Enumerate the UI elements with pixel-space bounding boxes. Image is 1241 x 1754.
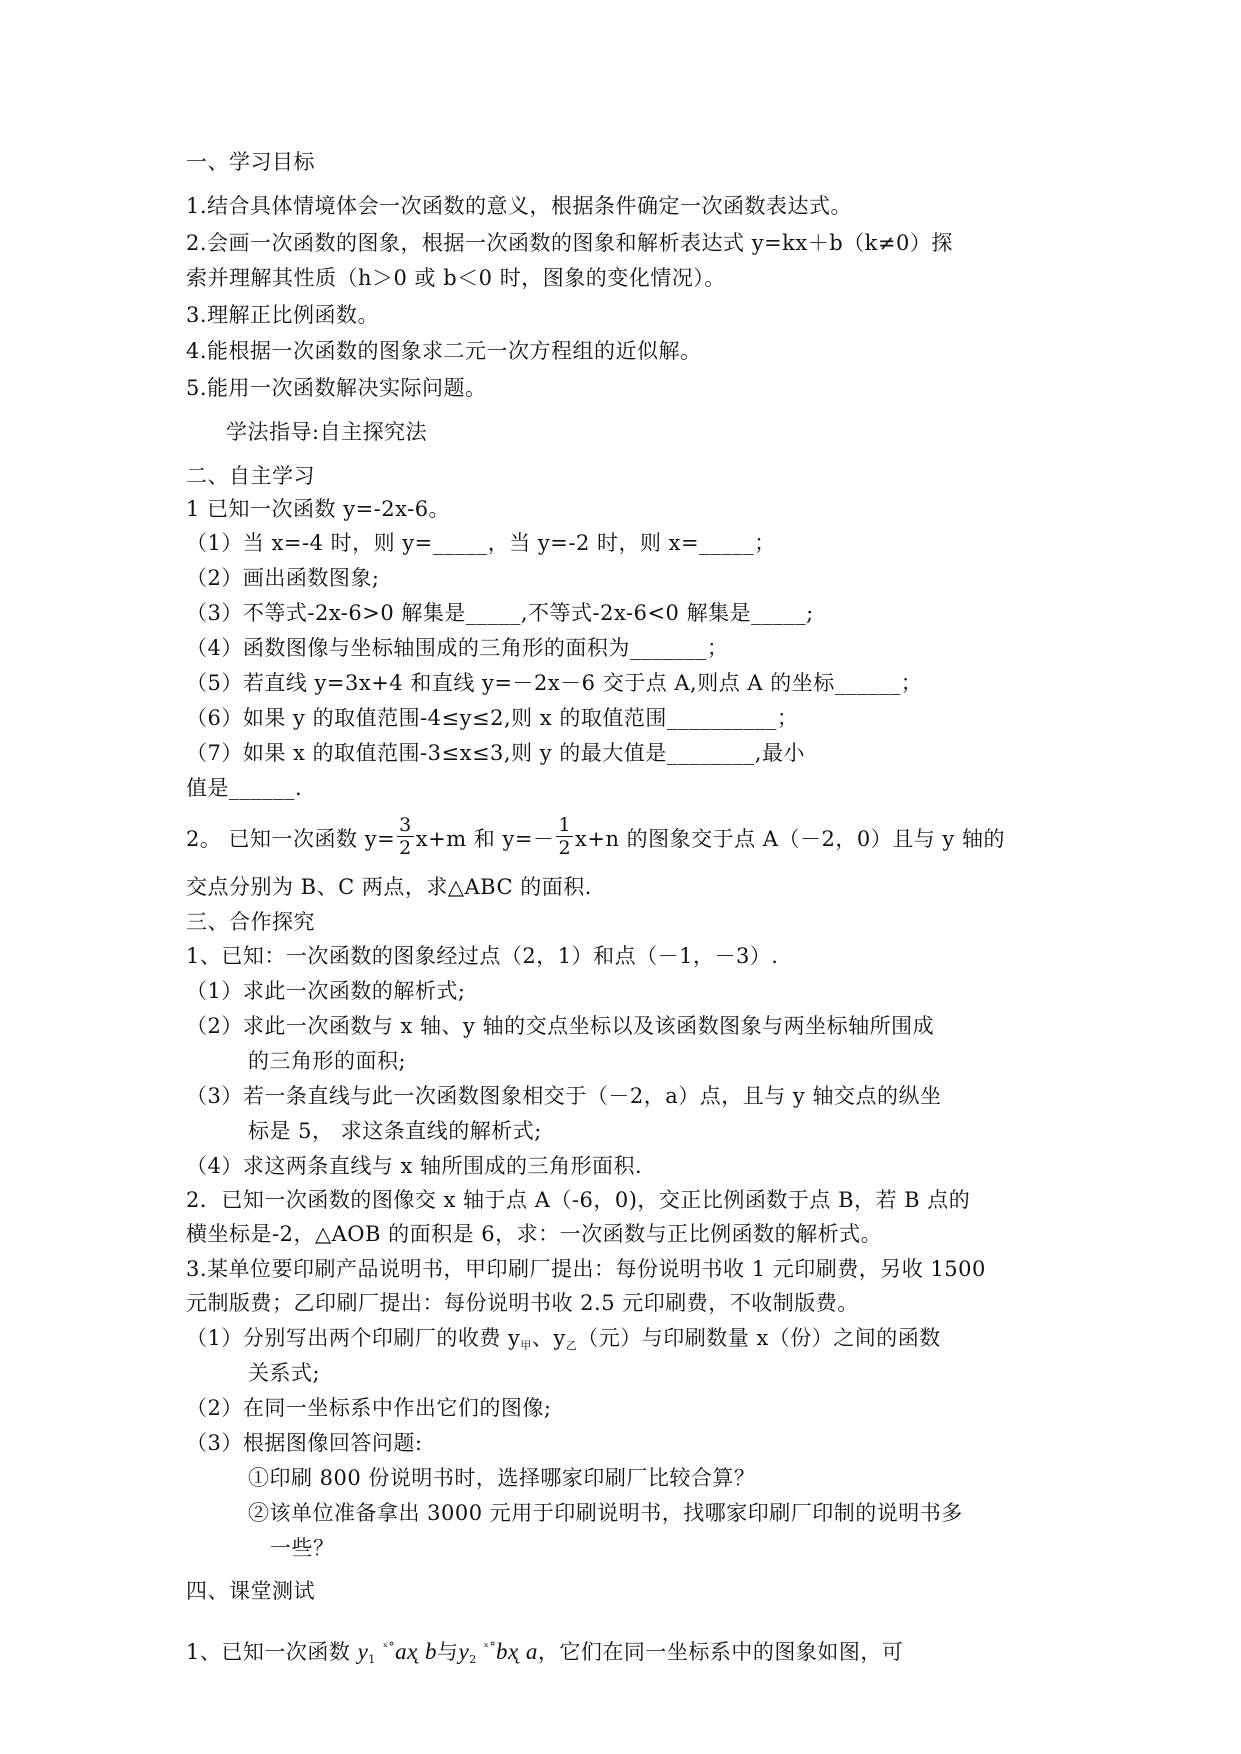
coop-p3-line-2: 元制版费；乙印刷厂提出：每份说明书收 2.5 元印刷费，不收制版费。 <box>186 1291 859 1315</box>
fraction-three-halves <box>397 814 414 859</box>
self-study-q1-6: （6）如果 y 的取值范围-4≤y≤2,则 x 的取值范围__________； <box>186 706 799 730</box>
self-study-q1-3: （3）不等式-2x-6>0 解集是_____,不等式-2x-6<0 解集是_____; <box>186 601 814 625</box>
fraction-one-half <box>556 814 573 859</box>
math-glyph-garbled: ˣ° <box>483 1640 496 1654</box>
self-study-q1-7-line-1: （7）如果 x 的取值范围-3≤x≤3,则 y 的最大值是________,最小 <box>186 741 805 765</box>
goal-2-line-1: 2.会画一次函数的图象，根据一次函数的图象和解析表达式 y=kx＋b（k≠0）探 <box>186 231 953 255</box>
goal-5: 5.能用一次函数解决实际问题。 <box>186 376 487 400</box>
self-study-q1-2: （2）画出函数图象; <box>186 566 380 590</box>
coop-p1-3-line-1: （3）若一条直线与此一次函数图象相交于（－2，a）点，且与 y 轴交点的纵坐 <box>186 1084 942 1108</box>
coop-p3-3-2-line-1: ②该单位准备拿出 3000 元用于印刷说明书，找哪家印刷厂印制的说明书多 <box>248 1501 963 1525</box>
test-q1-pre: 1、已知一次函数 <box>186 1640 351 1664</box>
study-method: 学法指导:自主探究法 <box>226 420 428 444</box>
math-glyph-garbled: ˣ° <box>382 1640 396 1654</box>
self-study-q2-line-1 <box>186 814 1005 863</box>
subscript-jia: 甲 <box>520 1339 532 1352</box>
self-study-q1: 1 已知一次函数 y=-2x-6。 <box>186 497 451 521</box>
math-b: b <box>424 1639 437 1664</box>
coop-p3-1-line-1 <box>186 1323 941 1361</box>
math-y1-subscript: 1 <box>368 1653 376 1666</box>
coop-p1-4: （4）求这两条直线与 x 轴所围成的三角形面积. <box>186 1154 643 1178</box>
coop-p2-line-1: 2．已知一次函数的图像交 x 轴于点 A（-6，0)，交正比例函数于点 B，若 B 点的 <box>186 1188 971 1212</box>
q2-text-pre: 2。 已知一次函数 y= <box>186 827 396 851</box>
math-ax: ax̨ <box>395 1639 418 1664</box>
coop-p1: 1、已知：一次函数的图象经过点（2，1）和点（－1，－3）. <box>186 944 779 968</box>
self-study-q2-line-2: 交点分别为 B、C 两点，求△ABC 的面积. <box>186 875 592 899</box>
fraction-numerator: 1 <box>558 814 572 836</box>
test-q1-post: ，它们在同一坐标系中的图象如图，可 <box>537 1640 904 1664</box>
coop-p3-3-1: ①印刷 800 份说明书时，选择哪家印刷厂比较合算？ <box>248 1466 756 1490</box>
math-bx: bx̨ <box>495 1639 519 1664</box>
section-heading-class-test: 四、课堂测试 <box>186 1579 315 1603</box>
test-q1-and: 与 <box>436 1640 459 1664</box>
coop-p3-3-2-line-2: 一些？ <box>270 1536 335 1560</box>
self-study-q1-7-line-2: 值是______. <box>186 776 303 800</box>
section-heading-cooperation: 三、合作探究 <box>186 910 315 934</box>
q2-text-post: x+n 的图象交于点 A（－2，0）且与 y 轴的 <box>575 827 1005 851</box>
p3-1-pre: （1）分别写出两个印刷厂的收费 y <box>186 1326 521 1350</box>
fraction-denominator: 2 <box>399 837 412 859</box>
self-study-q1-1: （1）当 x=-4 时，则 y=_____，当 y=-2 时，则 x=_____； <box>186 531 776 555</box>
section-heading-goals: 一、学习目标 <box>186 150 315 174</box>
coop-p1-2-line-1: （2）求此一次函数与 x 轴、y 轴的交点坐标以及该函数图象与两坐标轴所围成 <box>186 1014 935 1038</box>
test-q1-line-1 <box>186 1632 903 1675</box>
p3-1-mid: 、y <box>531 1326 566 1350</box>
coop-p2-line-2: 横坐标是-2，△AOB 的面积是 6，求：一次函数与正比例函数的解析式。 <box>186 1222 883 1246</box>
math-y1: y <box>357 1639 369 1664</box>
goal-4: 4.能根据一次函数的图象求二元一次方程组的近似解。 <box>186 339 702 363</box>
coop-p1-1: （1）求此一次函数的解析式; <box>186 979 466 1003</box>
self-study-q1-4: （4）函数图像与坐标轴围成的三角形的面积为_______； <box>186 636 729 660</box>
math-y2-subscript: 2 <box>469 1653 477 1666</box>
section-heading-self-study: 二、自主学习 <box>186 464 315 488</box>
coop-p3-2: （2）在同一坐标系中作出它们的图像; <box>186 1396 552 1420</box>
math-a: a <box>525 1639 538 1664</box>
goal-2-line-2: 索并理解其性质（h＞0 或 b＜0 时，图象的变化情况）。 <box>186 266 726 290</box>
fraction-denominator: 2 <box>558 837 572 859</box>
coop-p1-2-line-2: 的三角形的面积; <box>248 1049 407 1073</box>
coop-p3-1-line-2: 关系式; <box>248 1361 321 1385</box>
subscript-yi: 乙 <box>565 1339 578 1352</box>
coop-p1-3-line-2: 标是 5， 求这条直线的解析式; <box>248 1119 542 1143</box>
coop-p3-3: （3）根据图像回答问题: <box>186 1431 423 1455</box>
p3-1-post: （元）与印刷数量 x（份）之间的函数 <box>577 1326 941 1350</box>
goal-1: 1.结合具体情境体会一次函数的意义，根据条件确定一次函数表达式。 <box>186 194 853 218</box>
q2-text-mid: x+m 和 y=－ <box>415 827 555 851</box>
coop-p3-line-1: 3.某单位要印刷产品说明书，甲印刷厂提出：每份说明书收 1 元印刷费，另收 1500 <box>186 1257 986 1281</box>
goal-3: 3.理解正比例函数。 <box>186 303 380 327</box>
math-y2: y <box>458 1639 470 1664</box>
self-study-q1-5: （5）若直线 y=3x+4 和直线 y=－2x－6 交于点 A,则点 A 的坐标______； <box>186 671 923 695</box>
fraction-numerator: 3 <box>399 814 412 836</box>
